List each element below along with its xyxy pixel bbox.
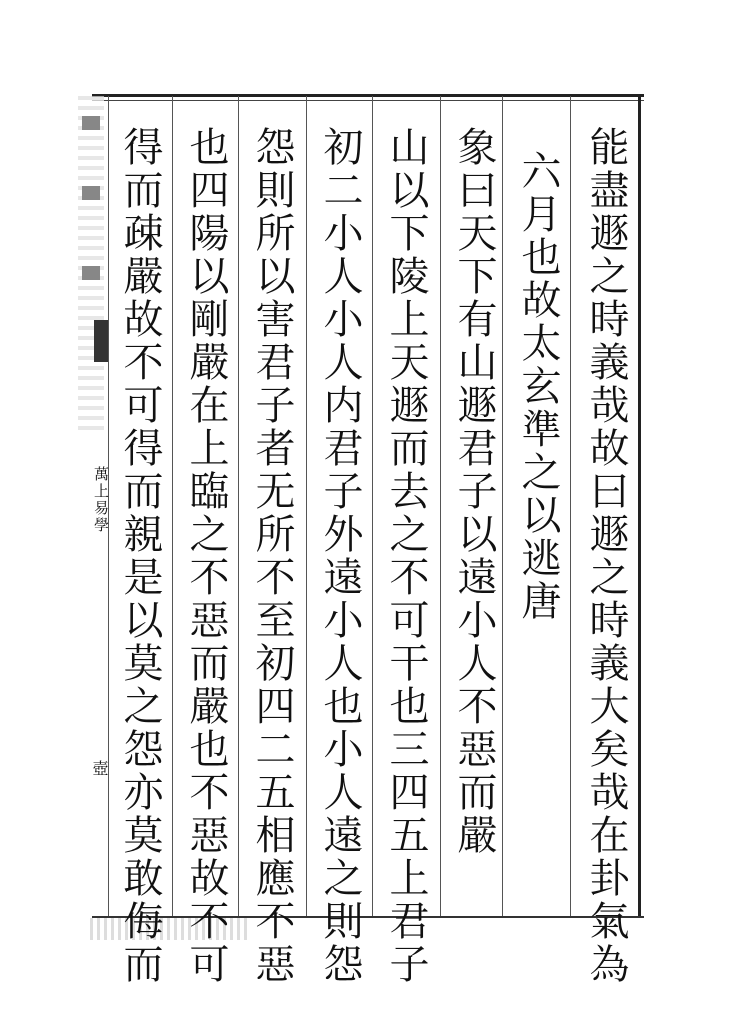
column-rule [570, 96, 571, 916]
page-frame-top [92, 94, 644, 97]
margin-label: 萬上易學 [92, 466, 110, 534]
text-column-3: 象曰天下有山遯君子以遠小人不惡而嚴 [451, 126, 497, 857]
text-column-6: 怨則所以害君子者无所不至初四二五相應不惡 [249, 126, 295, 986]
text-column-4: 山以下陵上天遯而去之不可干也三四五上君子 [383, 126, 429, 986]
column-rule [172, 96, 173, 916]
column-rule [306, 96, 307, 916]
page-frame-right [638, 94, 641, 916]
column-rule [440, 96, 441, 916]
margin-block-3 [82, 266, 100, 280]
page-frame-top-inner [92, 100, 644, 101]
margin-black-mark [94, 320, 108, 362]
margin-block-1 [82, 116, 100, 130]
margin-band [78, 96, 104, 436]
text-column-2: 六月也故太玄準之以逃唐 [515, 150, 561, 623]
text-column-8: 得而疎嚴故不可得而親是以莫之怨亦莫敢侮而 [117, 126, 163, 986]
column-rule [502, 96, 503, 916]
column-rule [372, 96, 373, 916]
page-number: 壺 [90, 760, 109, 776]
text-column-7: 也四陽以剛嚴在上臨之不惡而嚴也不惡故不可 [183, 126, 229, 986]
text-column-1: 能盡遯之時義哉故曰遯之時義大矣哉在卦氣為 [583, 126, 629, 986]
margin-block-2 [82, 186, 100, 200]
text-column-5: 初二小人小人内君子外遠小人也小人遠之則怨 [317, 126, 363, 986]
column-rule [238, 96, 239, 916]
